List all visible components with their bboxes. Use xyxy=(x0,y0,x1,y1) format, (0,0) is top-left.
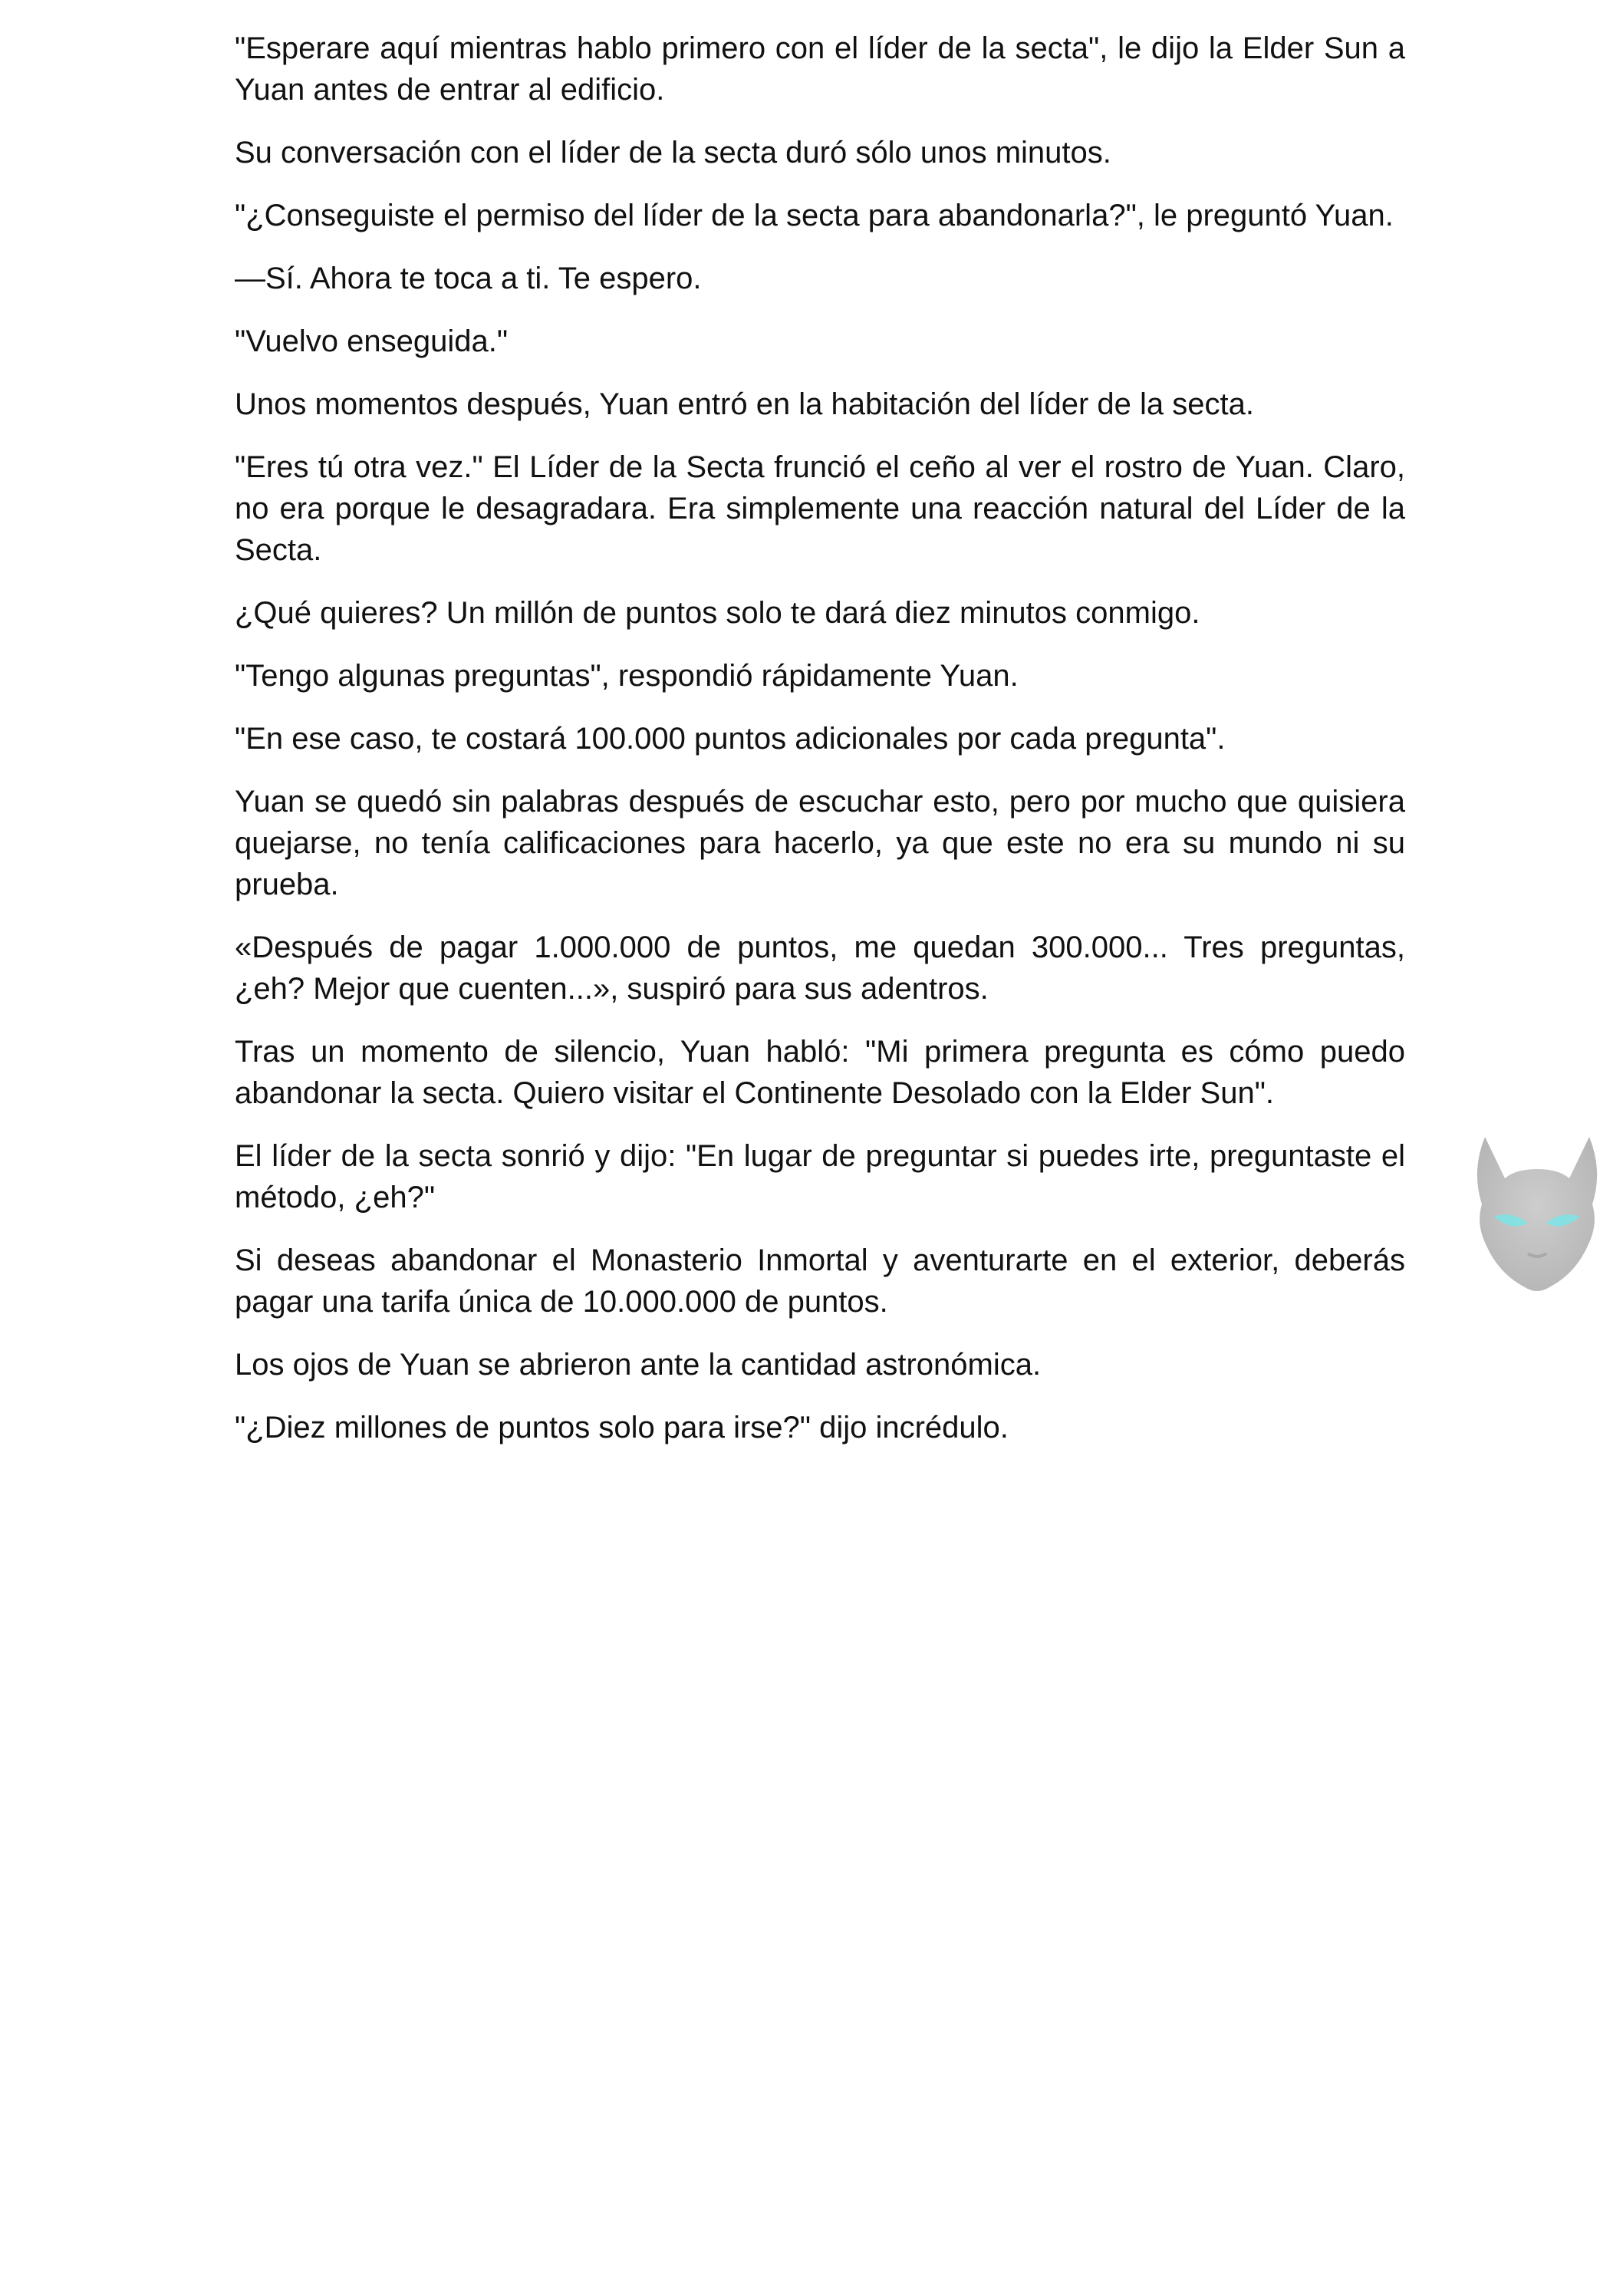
paragraph: Los ojos de Yuan se abrieron ante la cantidad astronómica. xyxy=(235,1348,1042,1382)
paragraph: "Eres tú otra vez." El Líder de la Secta frunció el ceño al ver el rostro de Yuan. Claro, no era porque le desagradara. Era simplemente una reacción natural del Líder de la Secta. xyxy=(235,450,1405,567)
paragraph: Si deseas abandonar el Monasterio Inmortal y aventurarte en el exterior, deberás pagar una tarifa única de 10.000.000 de puntos. xyxy=(235,1244,1405,1319)
paragraph: Yuan se quedó sin palabras después de escuchar esto, pero por mucho que quisiera quejarse, no tenía calificaciones para hacerlo, ya que este no era su mundo ni su prueba. xyxy=(235,785,1405,901)
paragraph: "¿Diez millones de puntos solo para irse?" dijo incrédulo. xyxy=(235,1411,1009,1444)
paragraph: "En ese caso, te costará 100.000 puntos adicionales por cada pregunta". xyxy=(235,722,1226,756)
paragraph: Tras un momento de silencio, Yuan habló: "Mi primera pregunta es cómo puedo abandonar la secta. Quiero visitar el Continente Desolado con la Elder Sun". xyxy=(235,1035,1405,1110)
devil-head-icon xyxy=(1468,1131,1606,1300)
paragraph: "Esperare aquí mientras hablo primero con el líder de la secta", le dijo la Elder Sun a Yuan antes de entrar al edificio. xyxy=(235,31,1405,107)
paragraph: ¿Qué quieres? Un millón de puntos solo te dará diez minutos conmigo. xyxy=(235,596,1200,630)
paragraph: «Después de pagar 1.000.000 de puntos, me quedan 300.000... Tres preguntas, ¿eh? Mejor que cuenten...», suspiró para sus adentros. xyxy=(235,931,1405,1006)
paragraph: Unos momentos después, Yuan entró en la habitación del líder de la secta. xyxy=(235,387,1255,421)
paragraph: "Vuelvo enseguida." xyxy=(235,324,509,358)
paragraph: "Tengo algunas preguntas", respondió rápidamente Yuan. xyxy=(235,659,1019,693)
paragraph: "¿Conseguiste el permiso del líder de la secta para abandonarla?", le preguntó Yuan. xyxy=(235,199,1394,232)
paragraph: Su conversación con el líder de la secta duró sólo unos minutos. xyxy=(235,136,1111,170)
paragraph: El líder de la secta sonrió y dijo: "En lugar de preguntar si puedes irte, preguntaste el método, ¿eh?" xyxy=(235,1139,1405,1214)
devil-head-shape xyxy=(1477,1137,1597,1291)
page-text xyxy=(235,28,1405,1470)
paragraph: —Sí. Ahora te toca a ti. Te espero. xyxy=(235,262,702,295)
